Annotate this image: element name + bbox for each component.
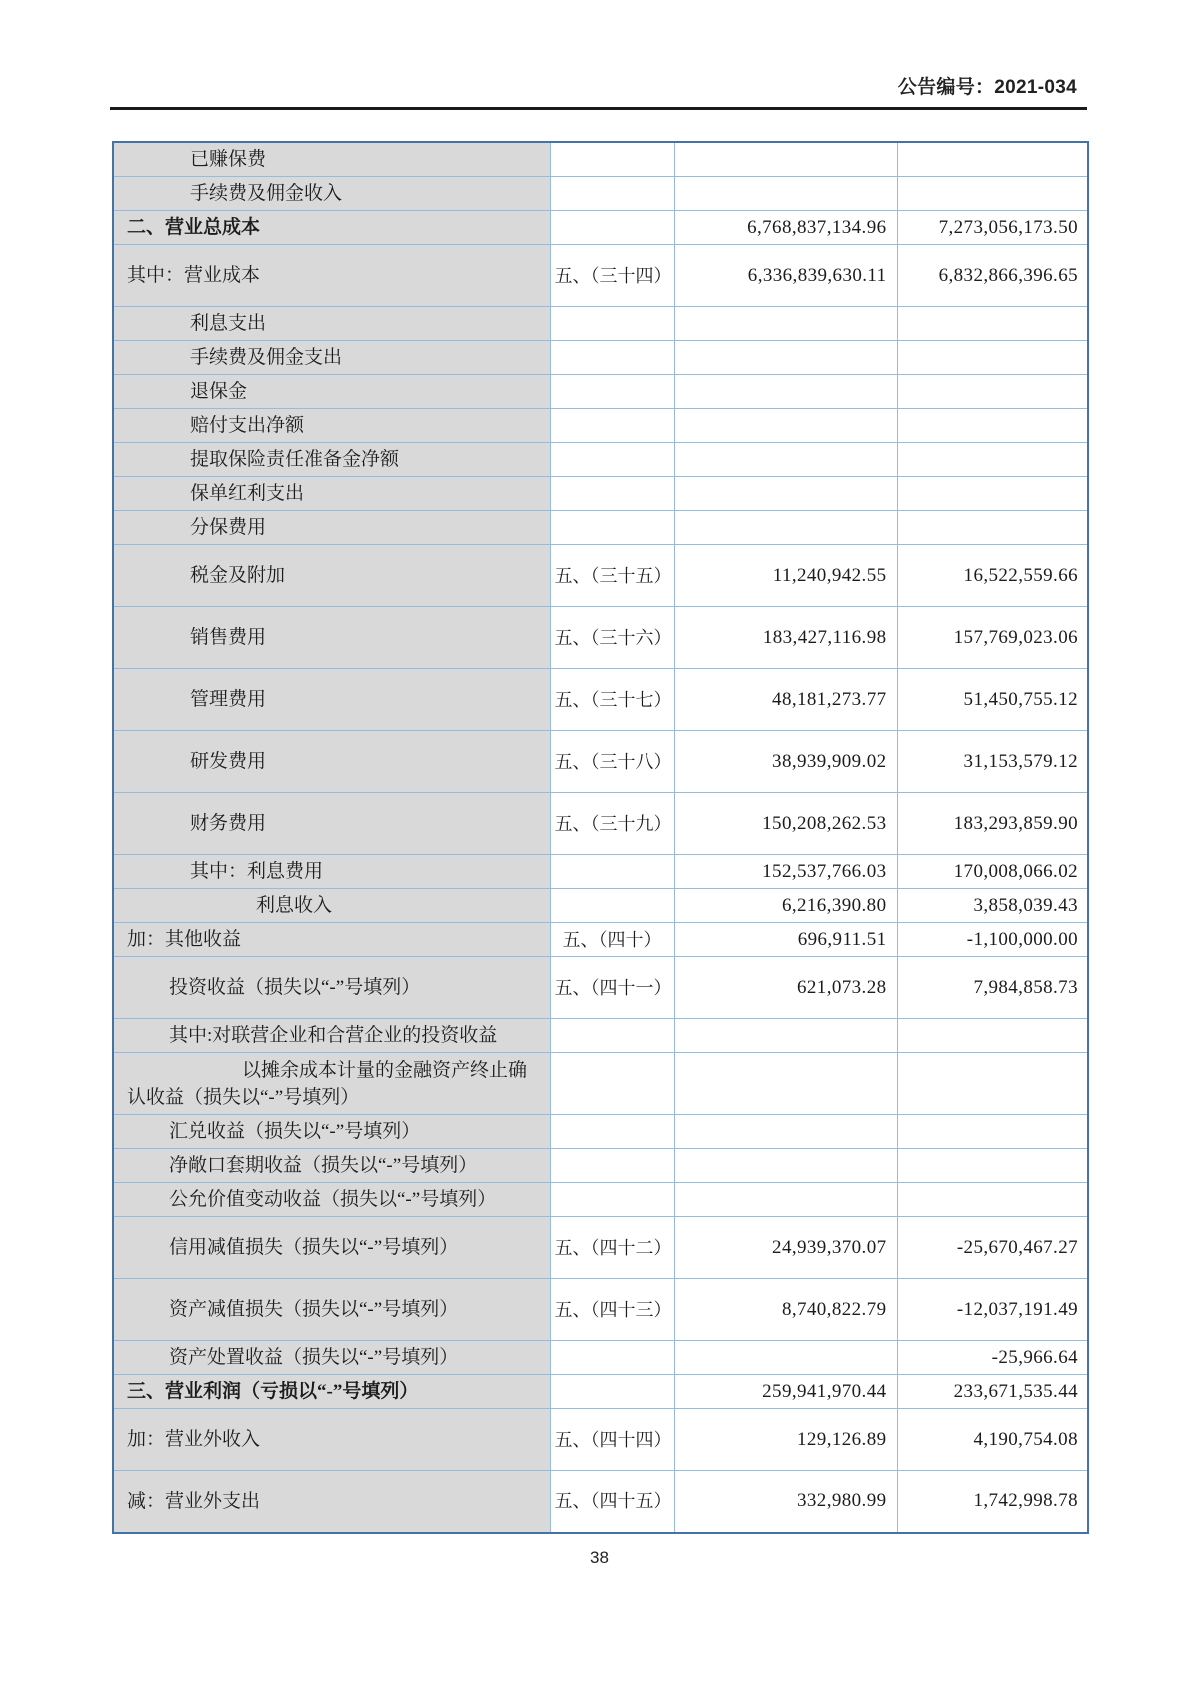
amount-current-cell — [674, 1149, 897, 1183]
table-row — [113, 443, 1088, 477]
note-cell: 五、（四十二） — [550, 1217, 674, 1279]
item-label-cell: 退保金 — [113, 375, 550, 409]
amount-prior-cell — [897, 409, 1088, 443]
table-row — [113, 669, 1088, 731]
amount-prior-cell: 51,450,755.12 — [897, 669, 1088, 731]
note-cell — [550, 1375, 674, 1409]
amount-prior-cell — [897, 375, 1088, 409]
note-cell — [550, 177, 674, 211]
amount-prior-cell — [897, 511, 1088, 545]
table-row — [113, 307, 1088, 341]
amount-prior-cell: -12,037,191.49 — [897, 1279, 1088, 1341]
amount-current-cell: 6,768,837,134.96 — [674, 211, 897, 245]
amount-current-cell: 8,740,822.79 — [674, 1279, 897, 1341]
table-row — [113, 511, 1088, 545]
page-number: 38 — [590, 1548, 609, 1567]
item-label-cell: 管理费用 — [113, 669, 550, 731]
amount-current-cell — [674, 511, 897, 545]
amount-prior-cell — [897, 307, 1088, 341]
amount-prior-cell: 183,293,859.90 — [897, 793, 1088, 855]
item-label-cell: 以摊余成本计量的金融资产终止确认收益（损失以“-”号填列） — [113, 1053, 550, 1115]
note-cell — [550, 889, 674, 923]
note-cell — [550, 1053, 674, 1115]
amount-prior-cell: 157,769,023.06 — [897, 607, 1088, 669]
note-cell: 五、（三十四） — [550, 245, 674, 307]
table-row — [113, 177, 1088, 211]
amount-prior-cell: 16,522,559.66 — [897, 545, 1088, 607]
item-label-cell: 分保费用 — [113, 511, 550, 545]
item-label-cell: 加：营业外收入 — [113, 1409, 550, 1471]
amount-current-cell: 152,537,766.03 — [674, 855, 897, 889]
amount-current-cell — [674, 1019, 897, 1053]
table-row — [113, 545, 1088, 607]
item-label-cell: 手续费及佣金收入 — [113, 177, 550, 211]
item-label-cell: 利息支出 — [113, 307, 550, 341]
item-label-cell: 研发费用 — [113, 731, 550, 793]
amount-current-cell: 24,939,370.07 — [674, 1217, 897, 1279]
table-row — [113, 1279, 1088, 1341]
note-cell — [550, 1183, 674, 1217]
amount-current-cell: 38,939,909.02 — [674, 731, 897, 793]
amount-prior-cell: 233,671,535.44 — [897, 1375, 1088, 1409]
note-cell: 五、（三十六） — [550, 607, 674, 669]
amount-prior-cell — [897, 1183, 1088, 1217]
table-row — [113, 245, 1088, 307]
item-label-cell: 公允价值变动收益（损失以“-”号填列） — [113, 1183, 550, 1217]
note-cell: 五、（三十八） — [550, 731, 674, 793]
amount-prior-cell: 6,832,866,396.65 — [897, 245, 1088, 307]
table-row — [113, 1217, 1088, 1279]
amount-prior-cell — [897, 1115, 1088, 1149]
note-cell — [550, 855, 674, 889]
amount-prior-cell — [897, 177, 1088, 211]
table-row — [113, 1183, 1088, 1217]
item-label-cell: 资产减值损失（损失以“-”号填列） — [113, 1279, 550, 1341]
item-label-cell: 销售费用 — [113, 607, 550, 669]
note-cell — [550, 211, 674, 245]
amount-prior-cell: 3,858,039.43 — [897, 889, 1088, 923]
table-row — [113, 889, 1088, 923]
table-row — [113, 1053, 1088, 1115]
amount-prior-cell — [897, 1149, 1088, 1183]
note-cell — [550, 341, 674, 375]
amount-prior-cell: 7,273,056,173.50 — [897, 211, 1088, 245]
table-row — [113, 211, 1088, 245]
note-cell: 五、（三十九） — [550, 793, 674, 855]
amount-prior-cell — [897, 443, 1088, 477]
amount-current-cell: 621,073.28 — [674, 957, 897, 1019]
item-label-cell: 财务费用 — [113, 793, 550, 855]
note-cell — [550, 1115, 674, 1149]
amount-prior-cell — [897, 1053, 1088, 1115]
table-row — [113, 731, 1088, 793]
item-label-cell: 已赚保费 — [113, 142, 550, 177]
note-cell — [550, 1149, 674, 1183]
amount-current-cell: 48,181,273.77 — [674, 669, 897, 731]
amount-current-cell — [674, 1183, 897, 1217]
amount-current-cell: 332,980.99 — [674, 1471, 897, 1533]
item-label-cell: 赔付支出净额 — [113, 409, 550, 443]
table-row — [113, 1115, 1088, 1149]
amount-prior-cell — [897, 1019, 1088, 1053]
amount-current-cell — [674, 142, 897, 177]
item-label-cell: 保单红利支出 — [113, 477, 550, 511]
amount-current-cell — [674, 1053, 897, 1115]
table-row — [113, 1019, 1088, 1053]
amount-prior-cell: 1,742,998.78 — [897, 1471, 1088, 1533]
amount-current-cell: 150,208,262.53 — [674, 793, 897, 855]
note-cell: 五、（四十一） — [550, 957, 674, 1019]
amount-current-cell — [674, 477, 897, 511]
table-row — [113, 1341, 1088, 1375]
table-row — [113, 1471, 1088, 1533]
note-cell — [550, 1019, 674, 1053]
amount-current-cell — [674, 1115, 897, 1149]
item-label-cell: 提取保险责任准备金净额 — [113, 443, 550, 477]
note-cell: 五、（四十五） — [550, 1471, 674, 1533]
item-label-cell: 其中：营业成本 — [113, 245, 550, 307]
item-label-cell: 三、营业利润（亏损以“-”号填列） — [113, 1375, 550, 1409]
note-cell — [550, 477, 674, 511]
item-label-cell: 资产处置收益（损失以“-”号填列） — [113, 1341, 550, 1375]
note-cell — [550, 511, 674, 545]
amount-current-cell: 6,336,839,630.11 — [674, 245, 897, 307]
table-row — [113, 409, 1088, 443]
note-cell: 五、（三十七） — [550, 669, 674, 731]
item-label-cell: 净敞口套期收益（损失以“-”号填列） — [113, 1149, 550, 1183]
item-label-cell: 手续费及佣金支出 — [113, 341, 550, 375]
page-header — [898, 72, 1077, 99]
note-cell: 五、（四十三） — [550, 1279, 674, 1341]
amount-prior-cell: -1,100,000.00 — [897, 923, 1088, 957]
amount-prior-cell: 7,984,858.73 — [897, 957, 1088, 1019]
amount-prior-cell: 4,190,754.08 — [897, 1409, 1088, 1471]
note-cell — [550, 142, 674, 177]
table-row — [113, 607, 1088, 669]
note-cell — [550, 409, 674, 443]
amount-current-cell — [674, 409, 897, 443]
amount-prior-cell — [897, 142, 1088, 177]
amount-current-cell: 129,126.89 — [674, 1409, 897, 1471]
amount-current-cell: 259,941,970.44 — [674, 1375, 897, 1409]
table-row — [113, 855, 1088, 889]
item-label-cell: 投资收益（损失以“-”号填列） — [113, 957, 550, 1019]
income-statement-table — [112, 141, 1089, 1534]
amount-prior-cell: -25,966.64 — [897, 1341, 1088, 1375]
table-row — [113, 1149, 1088, 1183]
table-row — [113, 1409, 1088, 1471]
item-label-cell: 其中:对联营企业和合营企业的投资收益 — [113, 1019, 550, 1053]
amount-prior-cell: -25,670,467.27 — [897, 1217, 1088, 1279]
item-label-cell: 汇兑收益（损失以“-”号填列） — [113, 1115, 550, 1149]
amount-prior-cell — [897, 477, 1088, 511]
table-row — [113, 375, 1088, 409]
table-row — [113, 341, 1088, 375]
amount-current-cell: 6,216,390.80 — [674, 889, 897, 923]
amount-prior-cell — [897, 341, 1088, 375]
item-label-cell: 税金及附加 — [113, 545, 550, 607]
amount-current-cell — [674, 341, 897, 375]
item-label-cell: 加：其他收益 — [113, 923, 550, 957]
table-row — [113, 142, 1088, 177]
item-label-cell: 其中：利息费用 — [113, 855, 550, 889]
amount-current-cell — [674, 375, 897, 409]
item-label-cell: 减：营业外支出 — [113, 1471, 550, 1533]
amount-current-cell — [674, 443, 897, 477]
table-row — [113, 477, 1088, 511]
table-body — [113, 142, 1088, 1533]
item-label-cell: 二、营业总成本 — [113, 211, 550, 245]
note-cell: 五、（三十五） — [550, 545, 674, 607]
table-row — [113, 793, 1088, 855]
amount-current-cell: 11,240,942.55 — [674, 545, 897, 607]
amount-current-cell — [674, 307, 897, 341]
note-cell: 五、（四十四） — [550, 1409, 674, 1471]
item-label-cell: 利息收入 — [113, 889, 550, 923]
note-cell — [550, 1341, 674, 1375]
amount-current-cell: 183,427,116.98 — [674, 607, 897, 669]
note-cell — [550, 307, 674, 341]
table-row — [113, 1375, 1088, 1409]
announcement-number: 公告编号：2021-034 — [897, 77, 1077, 98]
item-label-cell: 信用减值损失（损失以“-”号填列） — [113, 1217, 550, 1279]
note-cell — [550, 443, 674, 477]
amount-prior-cell: 31,153,579.12 — [897, 731, 1088, 793]
amount-current-cell — [674, 1341, 897, 1375]
amount-prior-cell: 170,008,066.02 — [897, 855, 1088, 889]
note-cell — [550, 375, 674, 409]
header-divider — [110, 107, 1087, 110]
amount-current-cell — [674, 177, 897, 211]
table-row — [113, 923, 1088, 957]
amount-current-cell: 696,911.51 — [674, 923, 897, 957]
note-cell: 五、（四十） — [550, 923, 674, 957]
page-footer — [112, 1548, 1087, 1568]
table-row — [113, 957, 1088, 1019]
